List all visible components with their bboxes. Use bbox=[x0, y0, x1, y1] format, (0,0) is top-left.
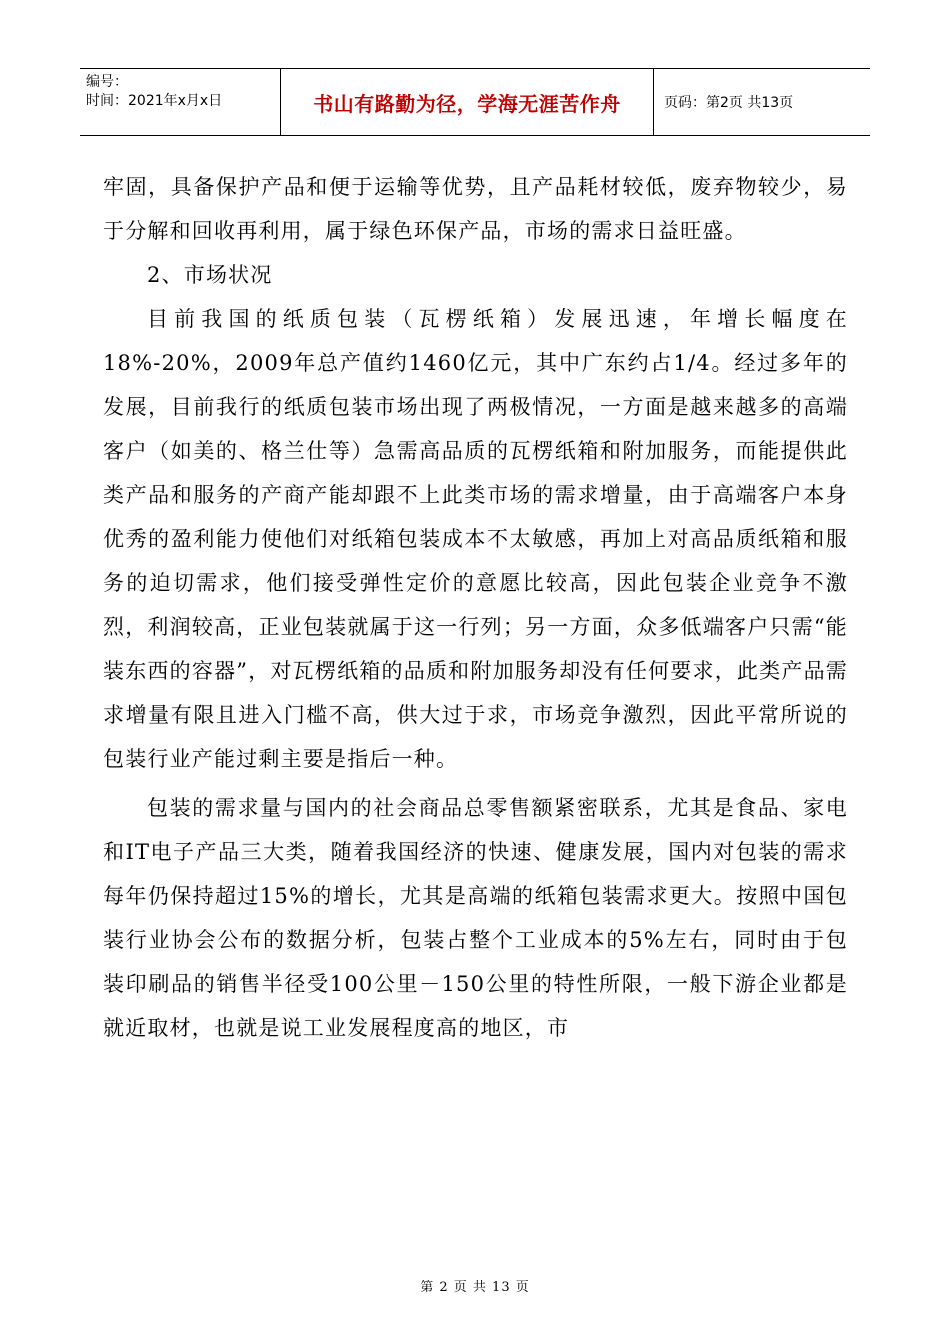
document-body bbox=[103, 165, 848, 1050]
header-page-label: 页码：第2页 共13页 bbox=[664, 95, 794, 111]
paragraph: 目前我国的纸质包装（瓦楞纸箱）发展迅速，年增长幅度在18%-20%，2009年总产值约1460亿元，其中广东约占1/4。经过多年的发展，目前我行的纸质包装市场出现了两极情况，一方面是越来越多的高端客户（如美的、格兰仕等）急需高品质的瓦楞纸箱和附加服务，而能提供此类产品和服务的产商产能却跟不上此类市场的需求增量，由于高端客户本身优秀的盈利能力使他们对纸箱包装成本不太敏感，再加上对高品质纸箱和服务的迫切需求，他们接受弹性定价的意愿比较高，因此包装企业竞争不激烈，利润较高，正业包装就属于这一行列；另一方面，众多低端客户只需“能装东西的容器”，对瓦楞纸箱的品质和附加服务却没有任何要求，此类产品需求增量有限且进入门槛不高，供大过于求，市场竞争激烈，因此平常所说的包装行业产能过剩主要是指后一种。 bbox=[103, 307, 848, 771]
header-motto-cell bbox=[281, 69, 654, 135]
header-motto: 书山有路勤为径，学海无涯苦作舟 bbox=[313, 91, 621, 116]
paragraph: 牢固，具备保护产品和便于运输等优势，且产品耗材较低，废弃物较少，易于分解和回收再利用，属于绿色环保产品，市场的需求日益旺盛。 bbox=[103, 175, 848, 243]
header-page-cell bbox=[654, 69, 870, 135]
document-number-label: 编号： bbox=[86, 74, 128, 90]
page-footer: 第 2 页 共 13 页 bbox=[420, 1280, 530, 1295]
header-meta bbox=[80, 69, 281, 135]
document-header bbox=[80, 68, 870, 136]
paragraph: 包装的需求量与国内的社会商品总零售额紧密联系，尤其是食品、家电和IT电子产品三大类，随着我国经济的快速、健康发展，国内对包装的需求每年仍保持超过15%的增长，尤其是高端的纸箱包装需求更大。按照中国包装行业协会公布的数据分析，包装占整个工业成本的5%左右，同时由于包装印刷品的销售半径受100公里－150公里的特性所限，一般下游企业都是就近取材，也就是说工业发展程度高的地区，市 bbox=[103, 796, 848, 1040]
document-date-label: 时间：2021年x月x日 bbox=[86, 93, 223, 109]
section-heading: 2、市场状况 bbox=[147, 263, 273, 287]
